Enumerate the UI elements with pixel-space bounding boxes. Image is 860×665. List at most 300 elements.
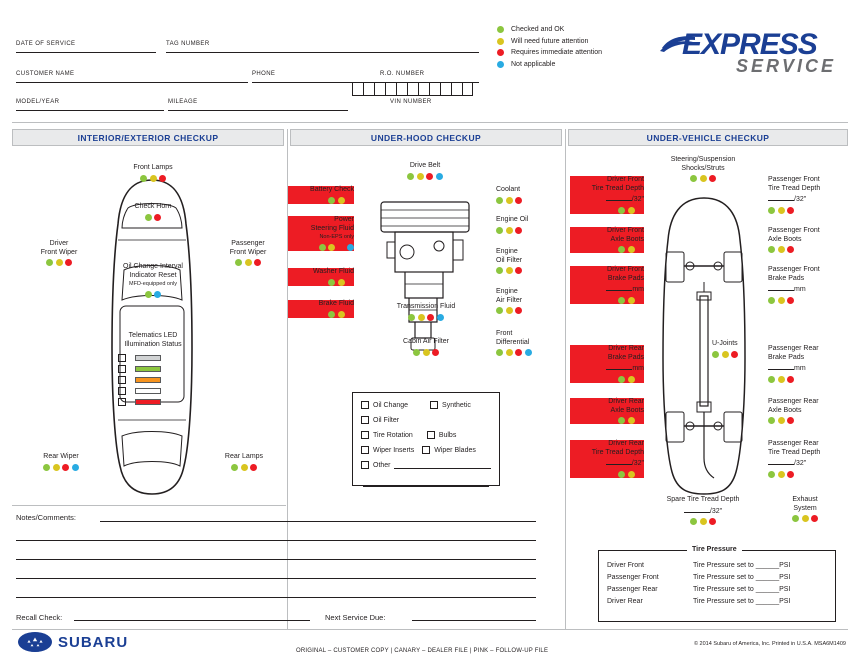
dot-red[interactable]	[811, 515, 818, 522]
checkbox-row[interactable]	[361, 461, 491, 469]
telematics-checkbox[interactable]	[118, 398, 126, 406]
dot-red[interactable]	[515, 227, 522, 234]
status-dots[interactable]	[288, 244, 354, 251]
notes-line-2[interactable]	[16, 540, 536, 541]
tire-pressure-row	[599, 598, 835, 605]
unit-label: /32"	[794, 196, 807, 203]
item-label: Brake Pads	[768, 274, 805, 282]
item-driver-front-axle-boots	[570, 227, 644, 253]
vin-box[interactable]	[374, 82, 385, 96]
dot-green[interactable]	[768, 246, 775, 253]
dot-red[interactable]	[731, 351, 738, 358]
status-dots[interactable]	[110, 214, 196, 221]
legend-label: Not applicable	[511, 60, 556, 68]
dot-red[interactable]	[787, 417, 794, 424]
item-label: Front Wiper	[40, 248, 78, 256]
status-dots[interactable]	[382, 349, 470, 356]
vin-box[interactable]	[462, 82, 473, 96]
item-label: Axle Boots	[768, 406, 802, 414]
checkbox-label: Oil Change	[373, 401, 409, 409]
label-ro-number: R.O. NUMBER	[380, 71, 425, 77]
other-input-line-2[interactable]	[363, 476, 489, 487]
dot-red[interactable]	[709, 518, 716, 525]
dot-red[interactable]	[62, 464, 69, 471]
status-dots[interactable]	[768, 207, 848, 214]
notes-line-4[interactable]	[16, 578, 536, 579]
dot-yellow[interactable]	[328, 244, 335, 251]
item-drive-belt	[380, 162, 470, 180]
dot-blue[interactable]	[154, 291, 161, 298]
item-label: Exhaust	[792, 496, 818, 503]
item-label: Cabin Air Filter	[403, 338, 449, 345]
tire-position-label: Passenger Rear	[607, 586, 658, 593]
line-model-year[interactable]	[16, 110, 164, 111]
dot-green[interactable]	[792, 515, 799, 522]
telematics-row[interactable]	[118, 376, 161, 384]
item-label: Front	[496, 330, 513, 337]
telematics-bar-orange-icon	[135, 377, 161, 383]
pad-input[interactable]	[606, 362, 632, 370]
unit-label: /32"	[709, 507, 723, 515]
tire-pressure-row	[599, 574, 835, 581]
dot-yellow[interactable]	[423, 349, 430, 356]
tire-pressure-panel	[598, 546, 836, 622]
dot-green[interactable]	[43, 464, 50, 471]
status-dots[interactable]	[570, 297, 644, 304]
telematics-bar-red-icon	[135, 399, 161, 405]
dot-yellow[interactable]	[338, 311, 345, 318]
dot-green[interactable]	[231, 464, 238, 471]
item-label: Oil Filter	[496, 256, 523, 264]
checkbox-label: Synthetic	[442, 401, 471, 409]
pad-input[interactable]	[606, 283, 632, 291]
dot-green[interactable]	[328, 197, 335, 204]
item-washer-fluid	[288, 268, 354, 286]
unit-label: mm	[794, 286, 806, 293]
checkbox-synthetic[interactable]	[430, 401, 438, 409]
status-dots[interactable]	[570, 471, 644, 478]
status-dots[interactable]	[712, 351, 766, 358]
item-driver-front-brake-pads	[570, 266, 644, 304]
item-label: Brake Pads	[607, 274, 644, 282]
telematics-row[interactable]	[118, 354, 161, 362]
status-dots[interactable]	[496, 307, 560, 314]
item-label: System	[793, 504, 817, 512]
dot-green[interactable]	[768, 297, 775, 304]
status-dots[interactable]	[570, 376, 644, 383]
item-oil-change-interval-reset	[108, 263, 198, 298]
telematics-checkbox[interactable]	[118, 387, 126, 395]
status-dots[interactable]	[212, 259, 284, 266]
item-label: Tire Tread Depth	[768, 184, 821, 192]
dot-red[interactable]	[347, 279, 354, 286]
dot-green[interactable]	[328, 279, 335, 286]
status-dots[interactable]	[288, 279, 354, 286]
item-driver-rear-brake-pads	[570, 345, 644, 383]
checkbox-oil-change[interactable]	[361, 401, 369, 409]
status-dots[interactable]	[570, 417, 644, 424]
item-engine-air-filter	[496, 288, 560, 314]
line-tag-number[interactable]	[166, 52, 479, 53]
item-label: Check Horn	[134, 203, 172, 210]
dot-red[interactable]	[637, 417, 644, 424]
dot-green[interactable]	[768, 376, 775, 383]
checkbox-tire-rotation[interactable]	[361, 431, 369, 439]
dot-green[interactable]	[413, 349, 420, 356]
checkbox-label: Wiper Inserts	[373, 446, 415, 454]
telematics-row[interactable]	[118, 387, 161, 395]
tread-input[interactable]	[606, 193, 632, 201]
dot-red[interactable]	[637, 297, 644, 304]
item-label: Passenger Rear	[768, 440, 819, 447]
dot-yellow[interactable]	[150, 175, 157, 182]
tire-pressure-value[interactable]: Tire Pressure set to ______PSI	[693, 586, 791, 593]
vin-box[interactable]	[396, 82, 407, 96]
item-label: Indicator Reset	[129, 271, 177, 279]
vin-box[interactable]	[451, 82, 462, 96]
item-label: Rear Wiper	[43, 453, 79, 460]
checkbox-oil-filter[interactable]	[361, 416, 369, 424]
dot-yellow[interactable]	[338, 279, 345, 286]
notes-line-1[interactable]	[100, 521, 536, 522]
dot-yellow[interactable]	[628, 471, 635, 478]
dot-red[interactable]	[637, 207, 644, 214]
item-label: Shocks/Struts	[681, 164, 725, 172]
status-dots[interactable]	[772, 515, 838, 522]
dot-yellow[interactable]	[778, 207, 785, 214]
dot-green[interactable]	[145, 291, 152, 298]
pad-input[interactable]	[768, 283, 794, 291]
column-header-interior: INTERIOR/EXTERIOR CHECKUP	[12, 129, 284, 146]
item-label: Passenger Front	[768, 176, 820, 183]
line-date-of-service[interactable]	[16, 52, 156, 53]
vin-box[interactable]	[440, 82, 451, 96]
item-label: Passenger Front	[768, 266, 820, 273]
status-dots[interactable]	[28, 259, 90, 266]
vin-box[interactable]	[407, 82, 418, 96]
status-dots[interactable]	[496, 267, 560, 274]
dot-yellow[interactable]	[506, 349, 513, 356]
legend-item	[497, 26, 602, 33]
item-driver-front-tire-tread	[570, 176, 644, 214]
dot-red[interactable]	[787, 376, 794, 383]
item-label: Driver Front	[607, 176, 644, 183]
dot-yellow[interactable]	[506, 227, 513, 234]
telematics-row[interactable]	[118, 365, 161, 373]
status-dots[interactable]	[768, 246, 848, 253]
label-mileage: MILEAGE	[168, 99, 198, 105]
dot-red[interactable]	[637, 471, 644, 478]
dot-green[interactable]	[618, 297, 625, 304]
checkbox-row[interactable]	[361, 401, 491, 409]
unit-label: mm	[632, 286, 644, 293]
dot-green[interactable]	[496, 267, 503, 274]
item-passenger-rear-brake-pads	[768, 345, 848, 383]
vin-box[interactable]	[418, 82, 429, 96]
dot-green[interactable]	[768, 207, 775, 214]
checkbox-row[interactable]	[361, 446, 491, 454]
label-date-of-service: DATE OF SERVICE	[16, 41, 76, 47]
checkbox-row[interactable]	[361, 416, 491, 424]
dot-red[interactable]	[515, 307, 522, 314]
item-label: Tire Tread Depth	[768, 448, 821, 456]
tire-position-label: Passenger Front	[607, 574, 659, 581]
status-dots[interactable]	[570, 207, 644, 214]
other-input-line[interactable]	[394, 461, 491, 469]
status-dots[interactable]	[496, 349, 560, 356]
line-customer-name[interactable]	[16, 82, 248, 83]
status-dots[interactable]	[768, 471, 848, 478]
vin-box[interactable]	[385, 82, 396, 96]
item-check-horn	[110, 203, 196, 221]
dot-green[interactable]	[145, 214, 152, 221]
dot-yellow[interactable]	[778, 246, 785, 253]
dot-red[interactable]	[347, 311, 354, 318]
status-dots[interactable]	[768, 297, 848, 304]
item-passenger-rear-axle-boots	[768, 398, 848, 424]
telematics-checkbox[interactable]	[118, 365, 126, 373]
dot-blue[interactable]	[72, 464, 79, 471]
dot-yellow[interactable]	[245, 259, 252, 266]
item-label: Front Lamps	[133, 164, 173, 171]
tire-pressure-value[interactable]: Tire Pressure set to ______PSI	[693, 598, 791, 605]
item-label: Front Wiper	[229, 248, 267, 256]
dot-green[interactable]	[618, 246, 625, 253]
divider-bottom	[12, 629, 848, 630]
status-dots[interactable]	[638, 175, 768, 182]
dot-red[interactable]	[250, 464, 257, 471]
item-label: Spare Tire Tread Depth	[666, 496, 740, 503]
item-label: Engine Oil	[496, 216, 529, 223]
dot-green[interactable]	[328, 311, 335, 318]
tire-pressure-value[interactable]: Tire Pressure set to ______PSI	[693, 574, 791, 581]
dot-yellow[interactable]	[628, 246, 635, 253]
dot-red[interactable]	[787, 471, 794, 478]
dot-yellow[interactable]	[506, 267, 513, 274]
dot-green[interactable]	[140, 175, 147, 182]
status-dots[interactable]	[630, 518, 776, 525]
dot-green[interactable]	[496, 307, 503, 314]
next-service-label: Next Service Due:	[325, 613, 386, 622]
dot-green[interactable]	[496, 227, 503, 234]
item-exhaust-system	[772, 496, 838, 522]
dot-yellow[interactable]	[778, 297, 785, 304]
dot-green[interactable]	[407, 173, 414, 180]
dot-yellow[interactable]	[802, 515, 809, 522]
item-engine-oil	[496, 216, 560, 234]
status-dots[interactable]	[288, 197, 354, 204]
checkbox-bulbs[interactable]	[427, 431, 435, 439]
recall-check-line[interactable]	[74, 620, 310, 621]
column-header-undervehicle: UNDER-VEHICLE CHECKUP	[568, 129, 848, 146]
dot-yellow[interactable]	[722, 351, 729, 358]
dot-yellow[interactable]	[778, 376, 785, 383]
dot-green[interactable]	[408, 314, 415, 321]
status-dots[interactable]	[496, 227, 560, 234]
status-dots[interactable]	[108, 291, 198, 298]
dot-red[interactable]	[65, 259, 72, 266]
dot-green[interactable]	[319, 244, 326, 251]
status-dot-red-icon	[497, 49, 504, 56]
subaru-oval-icon	[18, 632, 52, 652]
dot-yellow[interactable]	[338, 197, 345, 204]
dot-yellow[interactable]	[700, 518, 707, 525]
status-dots[interactable]	[212, 464, 276, 471]
status-dots[interactable]	[768, 376, 848, 383]
dot-red[interactable]	[347, 197, 354, 204]
dot-red[interactable]	[637, 246, 644, 253]
tread-input[interactable]	[684, 505, 710, 513]
unit-label: /32"	[631, 460, 644, 467]
telematics-checkbox[interactable]	[118, 376, 126, 384]
vin-box[interactable]	[363, 82, 374, 96]
item-label: Driver Rear	[608, 440, 644, 447]
checkbox-label: Tire Rotation	[373, 431, 413, 439]
dot-yellow[interactable]	[418, 314, 425, 321]
dot-red[interactable]	[338, 244, 345, 251]
subaru-wordmark: SUBARU	[58, 633, 129, 651]
status-dots[interactable]	[108, 175, 198, 182]
item-label: Axle Boots	[610, 235, 644, 243]
item-label: Brake Fluid	[318, 300, 354, 307]
dot-red[interactable]	[637, 376, 644, 383]
dot-red[interactable]	[787, 207, 794, 214]
subaru-logo	[18, 632, 128, 652]
dot-yellow[interactable]	[506, 307, 513, 314]
dot-yellow[interactable]	[417, 173, 424, 180]
dot-red[interactable]	[154, 214, 161, 221]
telematics-checkbox[interactable]	[118, 354, 126, 362]
dot-red[interactable]	[432, 349, 439, 356]
dot-red[interactable]	[515, 267, 522, 274]
vin-box[interactable]	[429, 82, 440, 96]
item-label: Driver Front	[607, 266, 644, 273]
item-label: Steering Fluid	[310, 224, 354, 232]
item-passenger-front-tire-tread	[768, 176, 848, 214]
status-dots[interactable]	[288, 311, 354, 318]
dot-yellow[interactable]	[700, 175, 707, 182]
dot-red[interactable]	[787, 246, 794, 253]
dot-red[interactable]	[427, 314, 434, 321]
dot-yellow[interactable]	[241, 464, 248, 471]
dot-red[interactable]	[515, 197, 522, 204]
dot-red[interactable]	[426, 173, 433, 180]
legend	[497, 26, 602, 72]
dot-green[interactable]	[618, 207, 625, 214]
dot-yellow[interactable]	[506, 197, 513, 204]
item-label: Axle Boots	[768, 235, 802, 243]
status-dots[interactable]	[382, 314, 470, 321]
checkbox-row[interactable]	[361, 431, 491, 439]
checkbox-label: Other	[373, 461, 391, 469]
dot-yellow[interactable]	[628, 207, 635, 214]
dot-green[interactable]	[690, 518, 697, 525]
dot-green[interactable]	[618, 417, 625, 424]
dot-red[interactable]	[159, 175, 166, 182]
dot-blue[interactable]	[525, 349, 532, 356]
dot-blue[interactable]	[436, 173, 443, 180]
status-dots[interactable]	[380, 173, 470, 180]
tire-position-label: Driver Front	[607, 562, 644, 569]
dot-green[interactable]	[690, 175, 697, 182]
item-label: Drive Belt	[409, 162, 441, 169]
dot-red[interactable]	[787, 297, 794, 304]
dot-yellow[interactable]	[56, 259, 63, 266]
dot-yellow[interactable]	[778, 471, 785, 478]
dot-yellow[interactable]	[53, 464, 60, 471]
dot-green[interactable]	[496, 349, 503, 356]
notes-line-5[interactable]	[16, 597, 536, 598]
item-label: Coolant	[496, 186, 521, 193]
dot-red[interactable]	[254, 259, 261, 266]
pad-input[interactable]	[768, 362, 794, 370]
status-dots[interactable]	[30, 464, 92, 471]
item-passenger-front-wiper	[212, 240, 284, 266]
checkbox-wiper-blades[interactable]	[422, 446, 430, 454]
unit-label: mm	[794, 365, 806, 372]
dot-green[interactable]	[235, 259, 242, 266]
dot-green[interactable]	[46, 259, 53, 266]
dot-yellow[interactable]	[628, 376, 635, 383]
item-label: Passenger Rear	[768, 398, 819, 405]
dot-red[interactable]	[709, 175, 716, 182]
item-label: Transmission Fluid	[396, 303, 456, 310]
unit-label: /32"	[631, 196, 644, 203]
notes-line-3[interactable]	[16, 559, 536, 560]
status-dots[interactable]	[570, 246, 644, 253]
line-mileage[interactable]	[168, 110, 348, 111]
item-label: Engine	[496, 288, 518, 295]
dot-yellow[interactable]	[778, 417, 785, 424]
item-driver-front-wiper	[28, 240, 90, 266]
status-dots[interactable]	[496, 197, 560, 204]
legend-item	[497, 49, 602, 56]
dot-yellow[interactable]	[628, 297, 635, 304]
item-label: Air Filter	[496, 296, 523, 304]
checkbox-label: Oil Filter	[373, 416, 400, 424]
tire-pressure-title: Tire Pressure	[687, 546, 742, 553]
dot-yellow[interactable]	[628, 417, 635, 424]
tire-pressure-value[interactable]: Tire Pressure set to ______PSI	[693, 562, 791, 569]
dot-red[interactable]	[515, 349, 522, 356]
dot-green[interactable]	[496, 197, 503, 204]
item-label: Tire Tread Depth	[591, 448, 644, 456]
next-service-line[interactable]	[412, 620, 536, 621]
status-dot-yellow-icon	[497, 38, 504, 45]
dot-green[interactable]	[768, 471, 775, 478]
item-sublabel: MFD-equipped only	[129, 281, 177, 287]
dot-green[interactable]	[618, 471, 625, 478]
dot-blue[interactable]	[347, 244, 354, 251]
dot-green[interactable]	[768, 417, 775, 424]
vin-box[interactable]	[352, 82, 363, 96]
tread-input[interactable]	[768, 457, 794, 465]
checkbox-other[interactable]	[361, 461, 369, 469]
vin-boxes[interactable]	[352, 82, 473, 96]
item-brake-fluid	[288, 300, 354, 318]
status-dots[interactable]	[768, 417, 848, 424]
dot-green[interactable]	[618, 376, 625, 383]
telematics-row[interactable]	[118, 398, 161, 406]
tread-input[interactable]	[606, 457, 632, 465]
item-label: Rear Lamps	[224, 453, 264, 460]
checkbox-wiper-inserts[interactable]	[361, 446, 369, 454]
tread-input[interactable]	[768, 193, 794, 201]
dot-green[interactable]	[712, 351, 719, 358]
item-label: Differential	[496, 338, 530, 346]
dot-blue[interactable]	[437, 314, 444, 321]
legend-item	[497, 38, 602, 45]
